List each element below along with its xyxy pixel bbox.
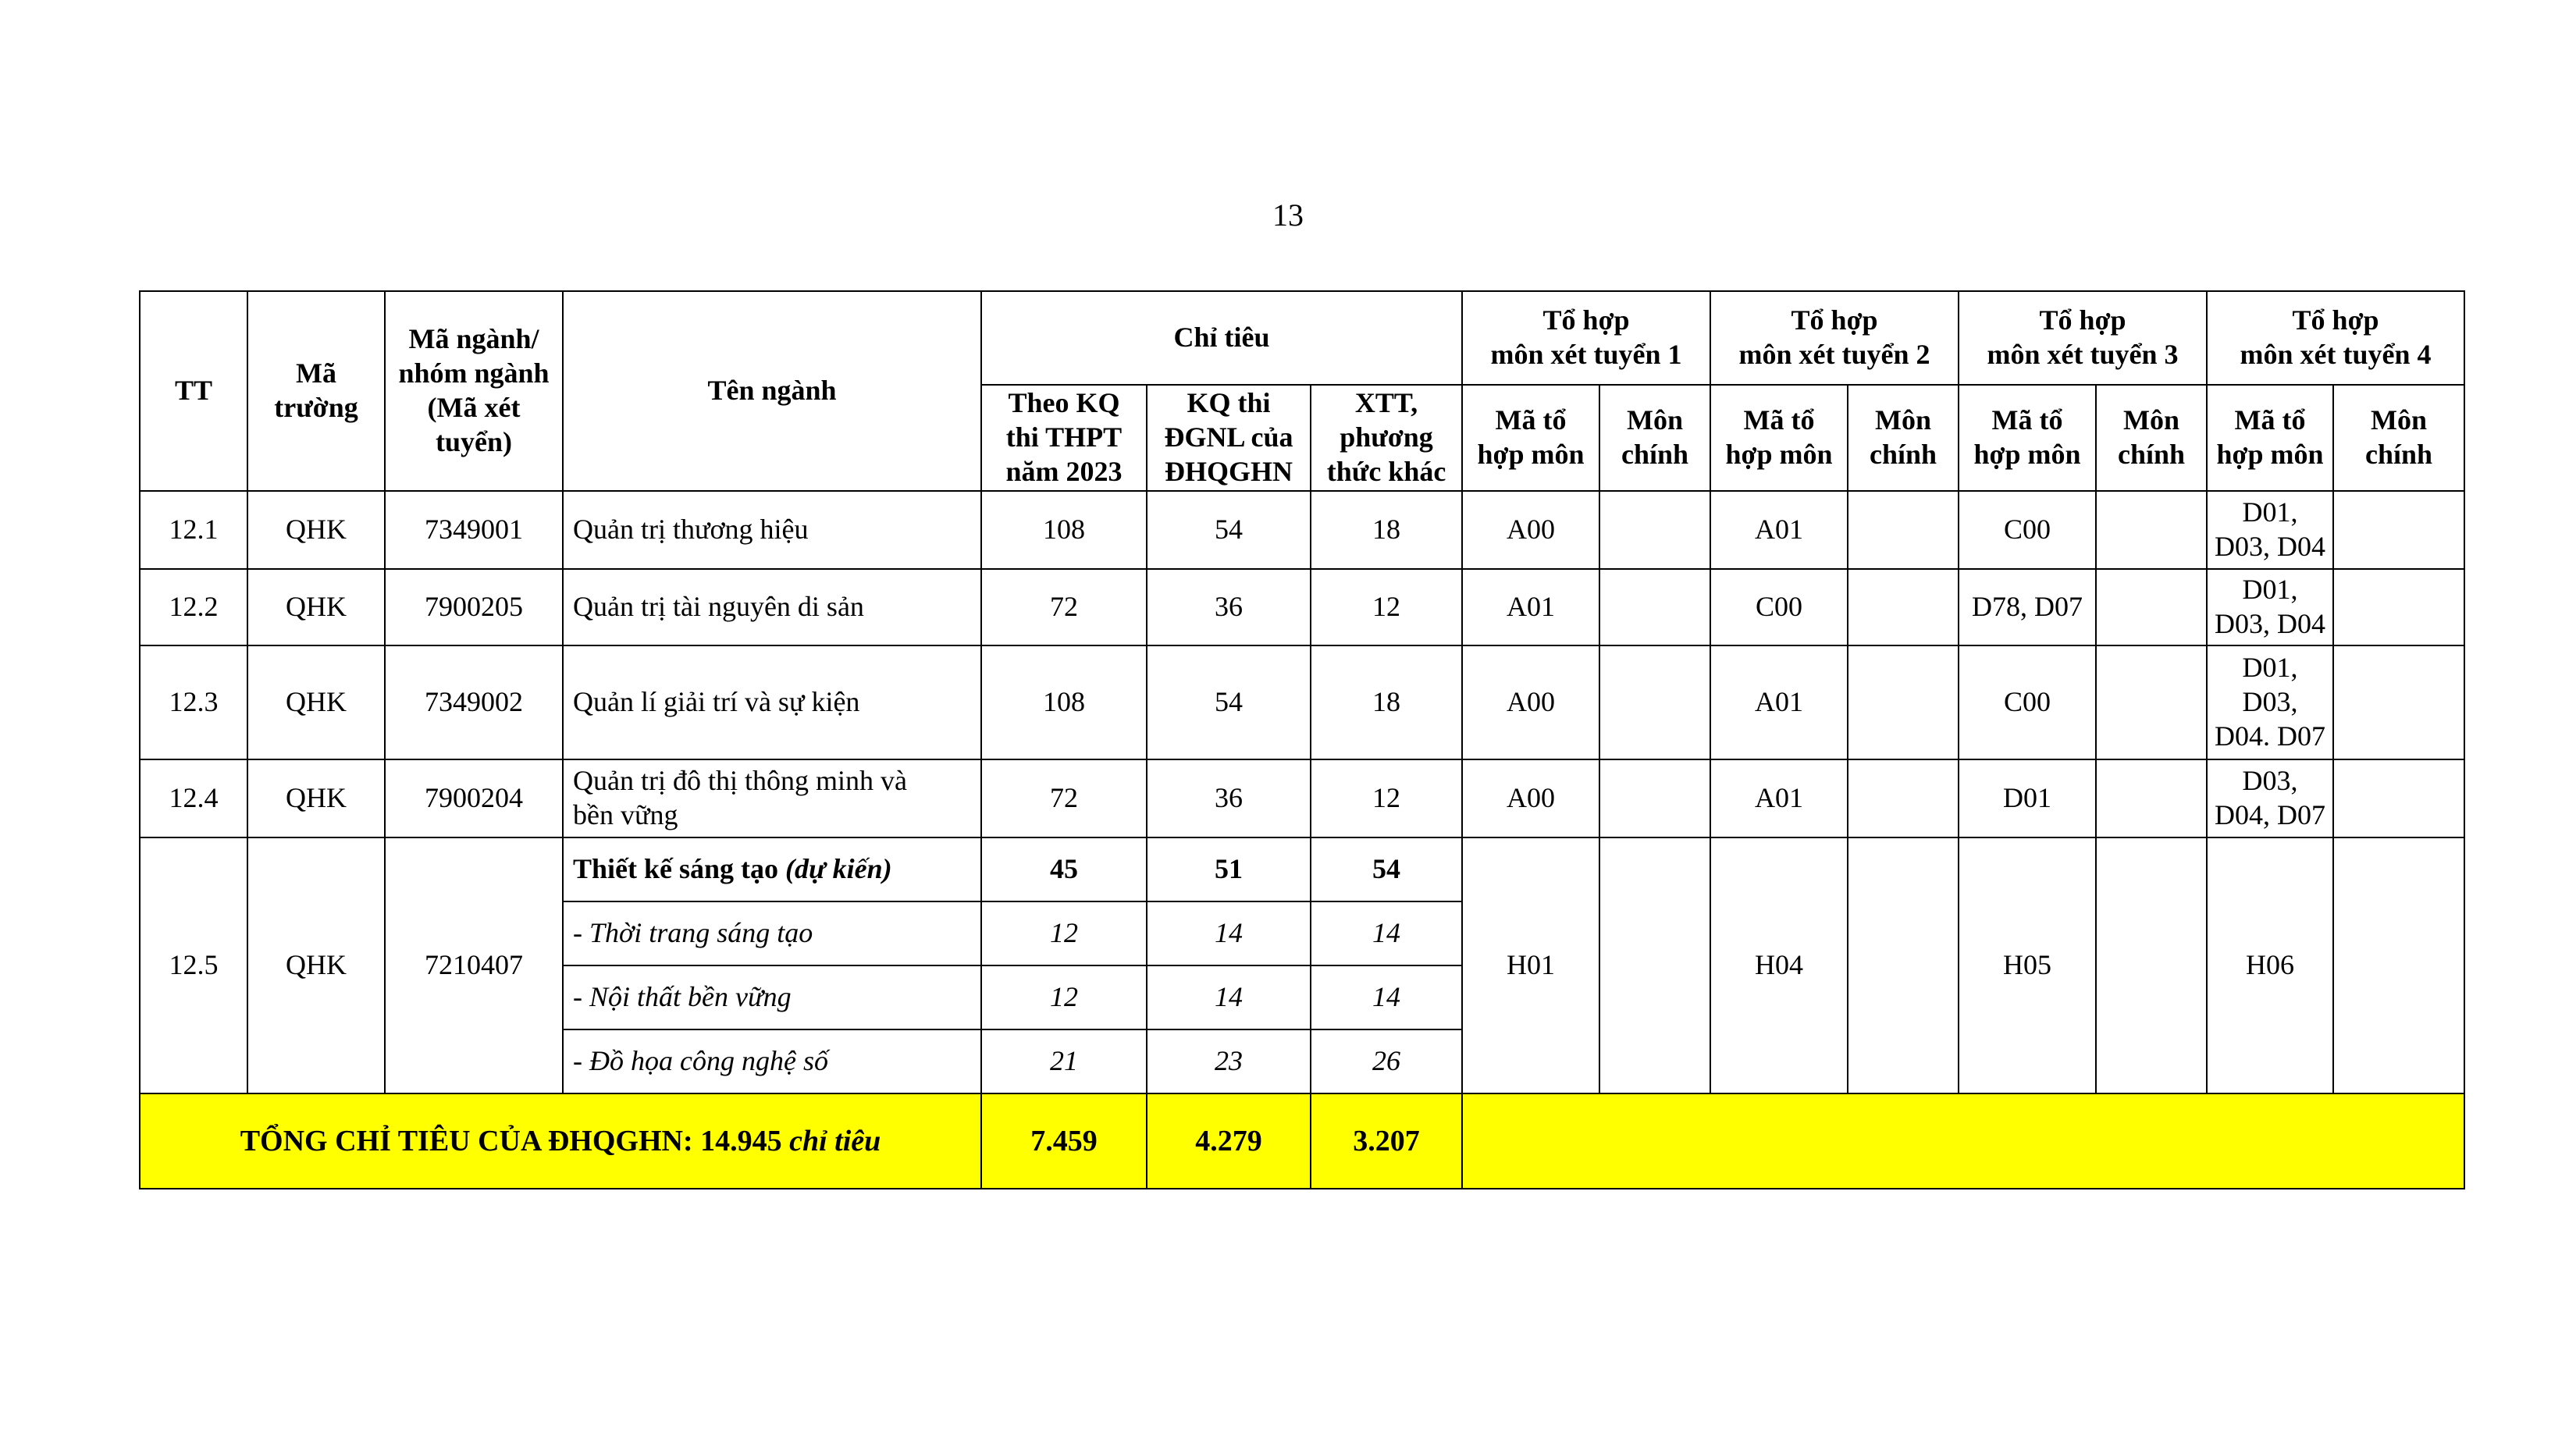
cell-ten: Quản trị tài nguyên di sản xyxy=(563,569,981,645)
cell-mon-chinh-3 xyxy=(2096,645,2207,759)
cell-mon-chinh-2 xyxy=(1848,837,1959,1093)
cell-tt: 12.1 xyxy=(140,491,247,569)
cell-to-hop-4: D01, D03, D04 xyxy=(2207,569,2333,645)
cell-mon-chinh-4 xyxy=(2333,837,2464,1093)
cell-to-hop-1: A00 xyxy=(1462,645,1599,759)
cell-to-hop-3: D78, D07 xyxy=(1959,569,2096,645)
cell-mon-chinh-3 xyxy=(2096,491,2207,569)
total-label-cell xyxy=(140,1093,981,1189)
cell-mon-chinh-2 xyxy=(1848,491,1959,569)
cell-to-hop-1: H01 xyxy=(1462,837,1599,1093)
cell-mon-chinh-4 xyxy=(2333,491,2464,569)
cell-ten: Quản lí giải trí và sự kiện xyxy=(563,645,981,759)
cell-to-hop-1: A01 xyxy=(1462,569,1599,645)
cell-dgnl: 36 xyxy=(1147,569,1311,645)
cell-ten-sub: - Nội thất bền vững xyxy=(563,965,981,1029)
table-row xyxy=(140,759,2464,837)
header-to-hop-1: Tổ hợp môn xét tuyển 1 xyxy=(1462,291,1710,385)
header-kq-thi: KQ thi ĐGNL của ĐHQGHN xyxy=(1147,385,1311,491)
cell-xtt: 14 xyxy=(1311,965,1462,1029)
cell-to-hop-2: A01 xyxy=(1710,491,1848,569)
cell-thpt: 108 xyxy=(981,645,1147,759)
cell-to-hop-1: A00 xyxy=(1462,759,1599,837)
cell-ma: 7349002 xyxy=(385,645,563,759)
cell-to-hop-2: H04 xyxy=(1710,837,1848,1093)
cell-thpt: 108 xyxy=(981,491,1147,569)
cell-thpt: 72 xyxy=(981,759,1147,837)
cell-xtt: 12 xyxy=(1311,569,1462,645)
group-title: Thiết kế sáng tạo xyxy=(573,853,779,885)
cell-mon-chinh-4 xyxy=(2333,645,2464,759)
cell-tt: 12.4 xyxy=(140,759,247,837)
cell-ten-sub: - Đồ họa công nghệ số xyxy=(563,1029,981,1093)
header-theo-kq: Theo KQ thi THPT năm 2023 xyxy=(981,385,1147,491)
cell-ten: Quản trị đô thị thông minh và bền vững xyxy=(563,759,981,837)
cell-truong: QHK xyxy=(247,491,385,569)
header-ma-nganh: Mã ngành/ nhóm ngành (Mã xét tuyển) xyxy=(385,291,563,491)
cell-ma: 7900204 xyxy=(385,759,563,837)
cell-truong: QHK xyxy=(247,645,385,759)
cell-thpt: 72 xyxy=(981,569,1147,645)
page-number: 13 xyxy=(1272,197,1304,233)
header-ma-truong: Mã trường xyxy=(247,291,385,491)
total-dgnl: 4.279 xyxy=(1147,1093,1311,1189)
cell-thpt: 12 xyxy=(981,901,1147,965)
cell-xtt: 14 xyxy=(1311,901,1462,965)
cell-mon-chinh-2 xyxy=(1848,645,1959,759)
cell-to-hop-3: C00 xyxy=(1959,491,2096,569)
cell-ma: 7349001 xyxy=(385,491,563,569)
header-ma-to-hop-1: Mã tổ hợp môn xyxy=(1462,385,1599,491)
cell-dgnl: 36 xyxy=(1147,759,1311,837)
header-mon-chinh-2: Môn chính xyxy=(1848,385,1959,491)
group-row-title xyxy=(140,837,2464,901)
cell-mon-chinh-1 xyxy=(1599,569,1710,645)
cell-to-hop-3: H05 xyxy=(1959,837,2096,1093)
cell-dgnl: 14 xyxy=(1147,901,1311,965)
cell-to-hop-3: C00 xyxy=(1959,645,2096,759)
cell-to-hop-1: A00 xyxy=(1462,491,1599,569)
total-row xyxy=(140,1093,2464,1189)
header-mon-chinh-3: Môn chính xyxy=(2096,385,2207,491)
cell-mon-chinh-2 xyxy=(1848,569,1959,645)
cell-xtt: 18 xyxy=(1311,645,1462,759)
table-row xyxy=(140,645,2464,759)
cell-to-hop-4: H06 xyxy=(2207,837,2333,1093)
cell-to-hop-3: D01 xyxy=(1959,759,2096,837)
header-ma-to-hop-3: Mã tổ hợp môn xyxy=(1959,385,2096,491)
total-thpt: 7.459 xyxy=(981,1093,1147,1189)
cell-dgnl: 14 xyxy=(1147,965,1311,1029)
cell-tt: 12.2 xyxy=(140,569,247,645)
cell-mon-chinh-1 xyxy=(1599,645,1710,759)
total-label-suffix: chỉ tiêu xyxy=(789,1124,881,1157)
admission-quota-table xyxy=(139,290,2465,1189)
cell-truong: QHK xyxy=(247,569,385,645)
cell-xtt: 18 xyxy=(1311,491,1462,569)
cell-xtt: 54 xyxy=(1311,837,1462,901)
cell-ten: Quản trị thương hiệu xyxy=(563,491,981,569)
header-to-hop-3: Tổ hợp môn xét tuyển 3 xyxy=(1959,291,2207,385)
table-row xyxy=(140,569,2464,645)
cell-to-hop-4: D03, D04, D07 xyxy=(2207,759,2333,837)
cell-mon-chinh-3 xyxy=(2096,569,2207,645)
cell-tt: 12.5 xyxy=(140,837,247,1093)
cell-xtt: 26 xyxy=(1311,1029,1462,1093)
cell-to-hop-2: C00 xyxy=(1710,569,1848,645)
cell-mon-chinh-3 xyxy=(2096,837,2207,1093)
cell-mon-chinh-3 xyxy=(2096,759,2207,837)
cell-mon-chinh-1 xyxy=(1599,491,1710,569)
cell-to-hop-4: D01, D03, D04. D07 xyxy=(2207,645,2333,759)
cell-mon-chinh-4 xyxy=(2333,759,2464,837)
cell-xtt: 12 xyxy=(1311,759,1462,837)
header-row-1 xyxy=(140,291,2464,385)
cell-dgnl: 51 xyxy=(1147,837,1311,901)
table-row xyxy=(140,491,2464,569)
cell-ten-sub: - Thời trang sáng tạo xyxy=(563,901,981,965)
cell-mon-chinh-1 xyxy=(1599,759,1710,837)
cell-to-hop-2: A01 xyxy=(1710,759,1848,837)
total-label: TỔNG CHỈ TIÊU CỦA ĐHQGHN: 14.945 xyxy=(240,1124,782,1157)
cell-tt: 12.3 xyxy=(140,645,247,759)
cell-mon-chinh-4 xyxy=(2333,569,2464,645)
header-ma-to-hop-2: Mã tổ hợp môn xyxy=(1710,385,1848,491)
cell-ten-group xyxy=(563,837,981,901)
cell-dgnl: 23 xyxy=(1147,1029,1311,1093)
header-ten-nganh: Tên ngành xyxy=(563,291,981,491)
cell-truong: QHK xyxy=(247,837,385,1093)
header-chi-tieu: Chỉ tiêu xyxy=(981,291,1462,385)
group-title-note: (dự kiến) xyxy=(785,853,892,885)
total-xtt: 3.207 xyxy=(1311,1093,1462,1189)
header-ma-to-hop-4: Mã tổ hợp môn xyxy=(2207,385,2333,491)
cell-truong: QHK xyxy=(247,759,385,837)
header-mon-chinh-4: Môn chính xyxy=(2333,385,2464,491)
header-tt: TT xyxy=(140,291,247,491)
cell-mon-chinh-2 xyxy=(1848,759,1959,837)
cell-mon-chinh-1 xyxy=(1599,837,1710,1093)
cell-to-hop-4: D01, D03, D04 xyxy=(2207,491,2333,569)
header-mon-chinh-1: Môn chính xyxy=(1599,385,1710,491)
cell-ma: 7210407 xyxy=(385,837,563,1093)
cell-dgnl: 54 xyxy=(1147,491,1311,569)
cell-thpt: 12 xyxy=(981,965,1147,1029)
cell-to-hop-2: A01 xyxy=(1710,645,1848,759)
cell-ma: 7900205 xyxy=(385,569,563,645)
header-xtt: XTT, phương thức khác xyxy=(1311,385,1462,491)
total-empty xyxy=(1462,1093,2464,1189)
header-to-hop-4: Tổ hợp môn xét tuyển 4 xyxy=(2207,291,2464,385)
cell-thpt: 21 xyxy=(981,1029,1147,1093)
header-to-hop-2: Tổ hợp môn xét tuyển 2 xyxy=(1710,291,1959,385)
cell-thpt: 45 xyxy=(981,837,1147,901)
cell-dgnl: 54 xyxy=(1147,645,1311,759)
